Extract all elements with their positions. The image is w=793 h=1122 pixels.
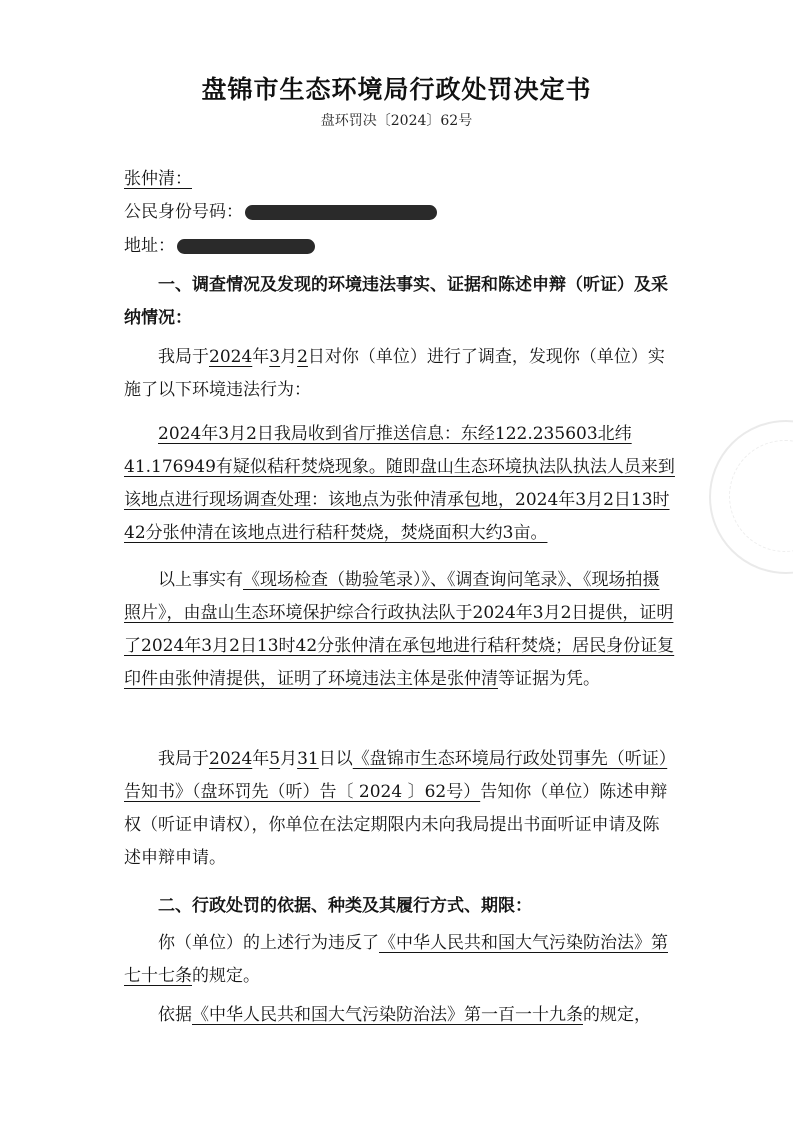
document-number: 盘环罚决〔2024〕62号 bbox=[320, 113, 473, 129]
section2-heading: 二、行政处罚的依据、种类及其履行方式、期限： bbox=[158, 896, 532, 916]
document-title: 盘锦市生态环境局行政处罚决定书 bbox=[201, 75, 592, 104]
text: 日对你（单位）进行了调查，发现你（单位）实施了以下环境违法行为： bbox=[124, 347, 665, 400]
section1-paragraph-3 bbox=[124, 564, 675, 696]
section2-paragraph-1 bbox=[124, 927, 675, 993]
party-name-line bbox=[124, 163, 675, 196]
text: 的规定， bbox=[583, 1005, 651, 1025]
party-name: 张仲清： bbox=[124, 169, 192, 189]
address-redaction bbox=[177, 239, 315, 254]
text: 月 bbox=[280, 347, 298, 367]
text: 年 bbox=[252, 749, 270, 769]
text: 年 bbox=[252, 347, 270, 367]
seal-inner-ring bbox=[729, 440, 793, 552]
text: 等证据为凭。 bbox=[498, 669, 600, 689]
section1-paragraph-1 bbox=[124, 341, 675, 407]
address-label: 地址： bbox=[124, 236, 175, 256]
text: 你（单位）的上述行为违反了 bbox=[158, 933, 379, 953]
notice-day: 31 bbox=[297, 749, 319, 769]
text: 我局于 bbox=[158, 749, 209, 769]
notice-month: 5 bbox=[269, 749, 281, 769]
section1-paragraph-2 bbox=[124, 418, 675, 550]
section2-paragraph-2 bbox=[124, 999, 675, 1032]
evidence-list: 《现场检查（勘验笔录）》、《调查询问笔录》、《现场拍摄照片》，由盘山生态环境保护综合行政执法队于2024年3月2日提供，证明了2024年3月2日13时42分张仲清在承包地进行秸秆焚烧；居民身份证复印件由张仲清提供，证明了环境违法主体是张仲清 bbox=[124, 570, 675, 689]
penalty-basis-law: 《中华人民共和国大气污染防治法》第一百一十九条 bbox=[192, 1005, 583, 1025]
text: 日以 bbox=[318, 749, 353, 769]
notice-document: 《盘锦市生态环境局行政处罚事先（听证）告知书》（盘环罚先（听）告〔 2024 〕62号） bbox=[124, 749, 668, 802]
text: 告知你（单位）陈述申辩权（听证申请权），你单位在法定期限内未向我局提出书面听证申请及陈述申辩申请。 bbox=[124, 782, 668, 868]
investigation-day: 2 bbox=[297, 347, 308, 367]
text: 依据 bbox=[158, 1005, 192, 1025]
id-label: 公民身份号码： bbox=[124, 202, 243, 222]
official-seal-impression bbox=[709, 420, 793, 574]
investigation-year: 2024 bbox=[209, 347, 253, 367]
text: 以上事实有 bbox=[158, 570, 243, 590]
party-address-line bbox=[124, 230, 675, 263]
violated-law: 《中华人民共和国大气污染防治法》第七十七条 bbox=[124, 933, 668, 986]
investigation-month: 3 bbox=[269, 347, 281, 367]
text: 的规定。 bbox=[192, 966, 260, 986]
party-id-line bbox=[124, 196, 675, 229]
section1-heading: 一、调查情况及发现的环境违法事实、证据和陈述申辩（听证）及采纳情况： bbox=[124, 275, 668, 328]
text: 我局于 bbox=[158, 347, 209, 367]
violation-facts: 2024年3月2日我局收到省厅推送信息：东经122.235603北纬41.176949有疑似秸秆焚烧现象。随即盘山生态环境执法队执法人员来到该地点进行现场调查处理：该地点为张仲清承包地，2024年3月2日13时42分张仲清在该地点进行秸秆焚烧，焚烧面积大约3亩。 bbox=[124, 424, 675, 543]
section1-paragraph-4 bbox=[124, 743, 675, 875]
id-number-redaction bbox=[245, 205, 437, 220]
text: 月 bbox=[280, 749, 298, 769]
notice-year: 2024 bbox=[209, 749, 253, 769]
